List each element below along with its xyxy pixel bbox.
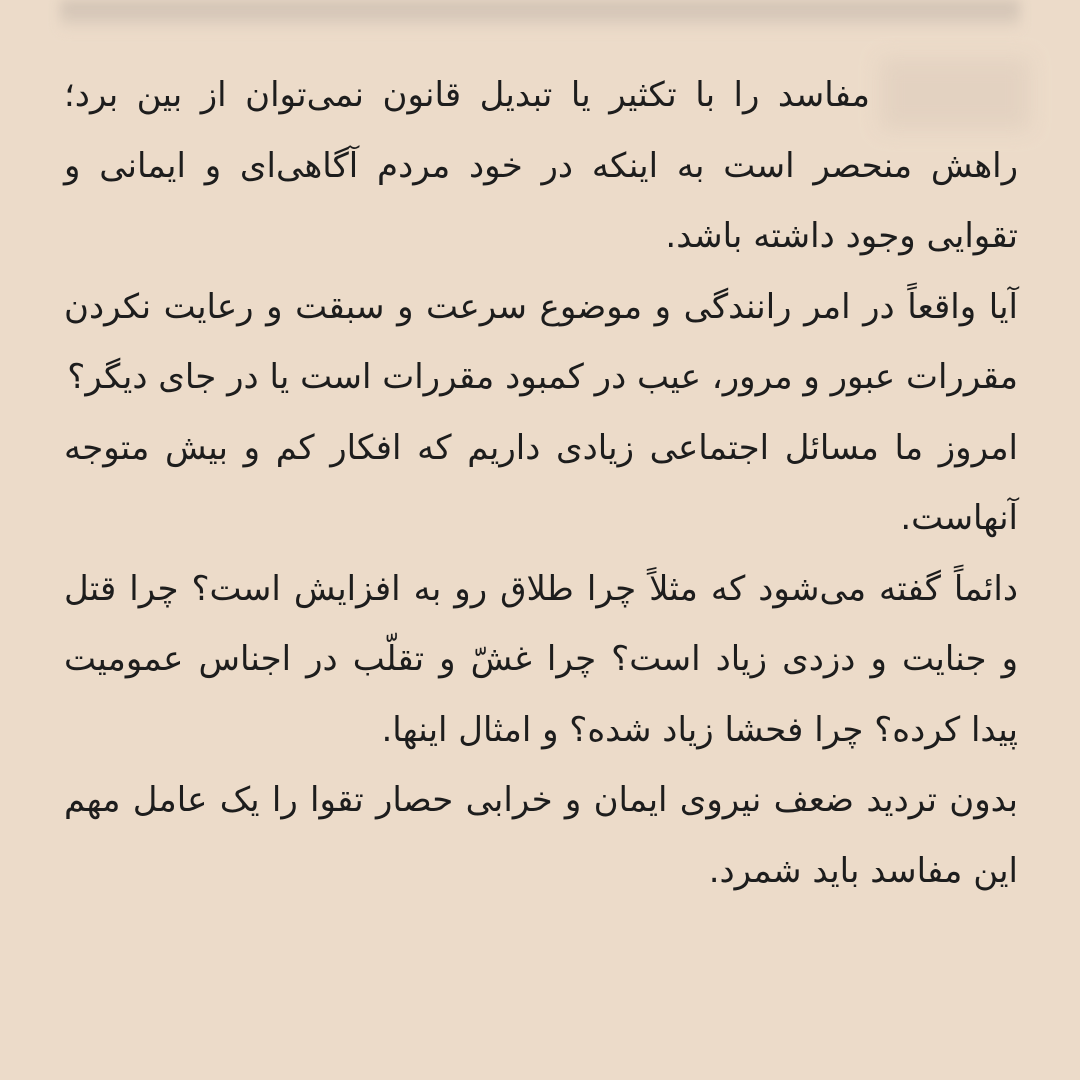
paragraph-text: مفاسد را با تکثیر یا تبدیل قانون نمی‌توان از بین برد؛ راهش منحصر است به اینکه در خود مردم آگاهی‌ای و ایمانی و تقوایی وجود داشته باشد. — [64, 75, 1018, 256]
paragraph: امروز ما مسائل اجتماعی زیادی داریم که افکار کم و بیش متوجه آنهاست. — [64, 427, 1018, 538]
bottom-fade — [0, 1064, 1080, 1080]
document-body — [64, 60, 1018, 906]
paragraph: دائماً گفته می‌شود که مثلاً چرا طلاق رو به افزایش است؟ چرا قتل و جنایت و دزدی زیاد است؟ چرا غشّ و تقلّب در اجناس عمومیت پیدا کرده؟ چرا فحشا زیاد شده؟ و امثال اینها. — [64, 568, 1018, 750]
paragraph: بدون تردید ضعف نیروی ایمان و خرابی حصار تقوا را یک عامل مهم این مفاسد باید شمرد. — [64, 780, 1018, 891]
paragraph — [64, 60, 1018, 272]
paragraph: آیا واقعاً در امر رانندگی و موضوع سرعت و سبقت و رعایت نکردن مقررات عبور و مرور، عیب در کمبود مقررات است یا در جای دیگر؟ — [64, 286, 1018, 397]
blurred-top-line — [60, 0, 1020, 30]
